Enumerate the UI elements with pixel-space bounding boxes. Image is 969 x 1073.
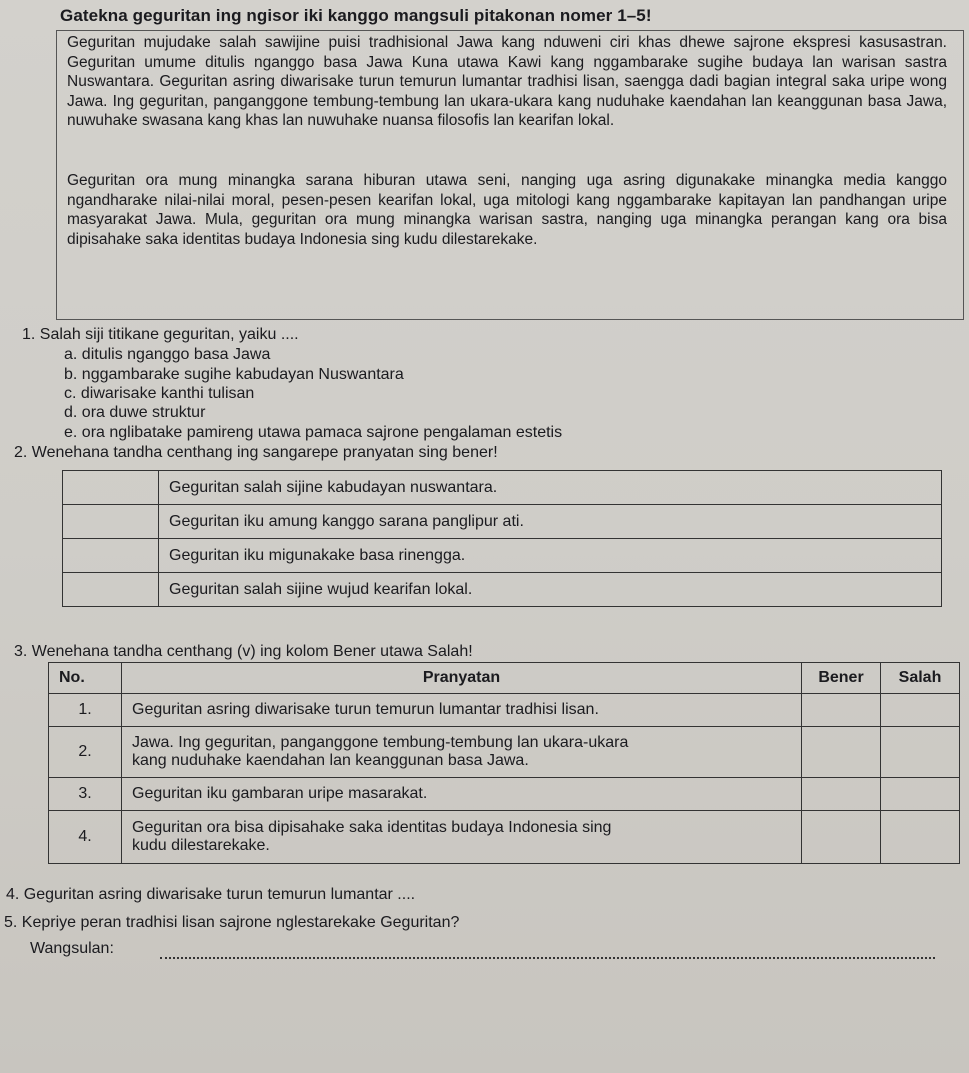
table-row bbox=[63, 471, 942, 505]
header-statement: Pranyatan bbox=[122, 663, 802, 694]
question-3: 3. Wenehana tandha centhang (v) ing kolom Bener utawa Salah! bbox=[14, 643, 473, 660]
statement-cell: Geguritan salah sijine kabudayan nuswantara. bbox=[159, 471, 942, 505]
true-checkbox-cell[interactable] bbox=[802, 727, 881, 778]
statement-line-2: kang nuduhake kaendahan lan keanggunan basa Jawa. bbox=[132, 752, 529, 769]
checkbox-cell[interactable] bbox=[63, 471, 159, 505]
question-5: 5. Kepriye peran tradhisi lisan sajrone nglestarekake Geguritan? bbox=[4, 914, 460, 931]
question-1-option-c[interactable]: c. diwarisake kanthi tulisan bbox=[64, 385, 255, 402]
statement-line-1: Geguritan iku gambaran uripe masarakat. bbox=[132, 785, 428, 802]
false-checkbox-cell[interactable] bbox=[881, 811, 960, 864]
table-row bbox=[49, 811, 960, 864]
statement-cell bbox=[122, 778, 802, 811]
question-2: 2. Wenehana tandha centhang ing sangarepe pranyatan sing bener! bbox=[14, 444, 498, 461]
question-1: 1. Salah siji titikane geguritan, yaiku .... bbox=[22, 326, 299, 343]
statement-cell bbox=[122, 727, 802, 778]
true-checkbox-cell[interactable] bbox=[802, 694, 881, 727]
table-row bbox=[49, 778, 960, 811]
worksheet-heading: Gatekna geguritan ing ngisor iki kanggo mangsuli pitakonan nomer 1–5! bbox=[60, 6, 652, 25]
table-row bbox=[63, 539, 942, 573]
table-row bbox=[49, 694, 960, 727]
statement-line-1: Geguritan asring diwarisake turun temurun lumantar tradhisi lisan. bbox=[132, 701, 599, 718]
passage-paragraph-1: Geguritan mujudake salah sawijine puisi tradhisional Jawa kang nduweni ciri khas dhewe sajrone ekspresi kasusastran. Geguritan umume ditulis nganggo basa Jawa Kuna utawa Kawi kang nggambarake sugihe budaya lan warisan sastra Nuswantara. Geguritan asring diwarisake turun temurun lumantar tradhisi lisan, saengga dadi bagian integral saka uripe wong Jawa. Ing geguritan, panganggone tembung-tembung lan ukara-ukara kang nuduhake kaendahan lan keanggunan basa Jawa, nuwuhake swasana kang khas lan nuwuhake nuansa filosofis lan kearifan lokal. bbox=[67, 34, 947, 129]
row-number: 1. bbox=[49, 694, 122, 727]
true-checkbox-cell[interactable] bbox=[802, 811, 881, 864]
statement-line-2: kudu dilestarekake. bbox=[132, 837, 270, 854]
table-row bbox=[49, 727, 960, 778]
question-1-option-b[interactable]: b. nggambarake sugihe kabudayan Nuswantara bbox=[64, 366, 404, 383]
row-number: 2. bbox=[49, 727, 122, 778]
false-checkbox-cell[interactable] bbox=[881, 727, 960, 778]
statement-line-1: Jawa. Ing geguritan, panganggone tembung-tembung lan ukara-ukara bbox=[132, 734, 629, 751]
question-3-table bbox=[48, 662, 960, 864]
question-4: 4. Geguritan asring diwarisake turun temurun lumantar .... bbox=[6, 886, 416, 903]
statement-cell: Geguritan iku migunakake basa rinengga. bbox=[159, 539, 942, 573]
header-no: No. bbox=[49, 663, 122, 694]
false-checkbox-cell[interactable] bbox=[881, 778, 960, 811]
statement-cell: Geguritan iku amung kanggo sarana panglipur ati. bbox=[159, 505, 942, 539]
checkbox-cell[interactable] bbox=[63, 505, 159, 539]
passage-box bbox=[56, 30, 964, 320]
answer-line[interactable] bbox=[160, 957, 935, 959]
answer-label: Wangsulan: bbox=[30, 940, 114, 957]
question-1-option-a[interactable]: a. ditulis nganggo basa Jawa bbox=[64, 346, 271, 363]
table-header-row bbox=[49, 663, 960, 694]
header-true: Bener bbox=[802, 663, 881, 694]
row-number: 3. bbox=[49, 778, 122, 811]
question-1-option-e[interactable]: e. ora nglibatake pamireng utawa pamaca sajrone pengalaman estetis bbox=[64, 424, 563, 441]
statement-cell bbox=[122, 694, 802, 727]
header-false: Salah bbox=[881, 663, 960, 694]
question-1-option-d[interactable]: d. ora duwe struktur bbox=[64, 404, 206, 421]
row-number: 4. bbox=[49, 811, 122, 864]
passage-paragraph-2: Geguritan ora mung minangka sarana hiburan utawa seni, nanging uga asring digunakake minangka media kanggo ngandharake nilai-nilai moral, pesen-pesen kearifan lokal, uga mitologi kang nggambarake kapitayan lan pandhangan uripe masyarakat Jawa. Mula, geguritan ora mung minangka warisan sastra, nanging uga minangka perangan kang ora bisa dipisahake saka identitas budaya Indonesia sing kudu dilestarekake. bbox=[67, 172, 947, 248]
true-checkbox-cell[interactable] bbox=[802, 778, 881, 811]
statement-cell bbox=[122, 811, 802, 864]
checkbox-cell[interactable] bbox=[63, 573, 159, 607]
statement-cell: Geguritan salah sijine wujud kearifan lokal. bbox=[159, 573, 942, 607]
statement-line-1: Geguritan ora bisa dipisahake saka identitas budaya Indonesia sing bbox=[132, 819, 612, 836]
table-row bbox=[63, 505, 942, 539]
question-2-table bbox=[62, 470, 942, 607]
table-row bbox=[63, 573, 942, 607]
false-checkbox-cell[interactable] bbox=[881, 694, 960, 727]
checkbox-cell[interactable] bbox=[63, 539, 159, 573]
